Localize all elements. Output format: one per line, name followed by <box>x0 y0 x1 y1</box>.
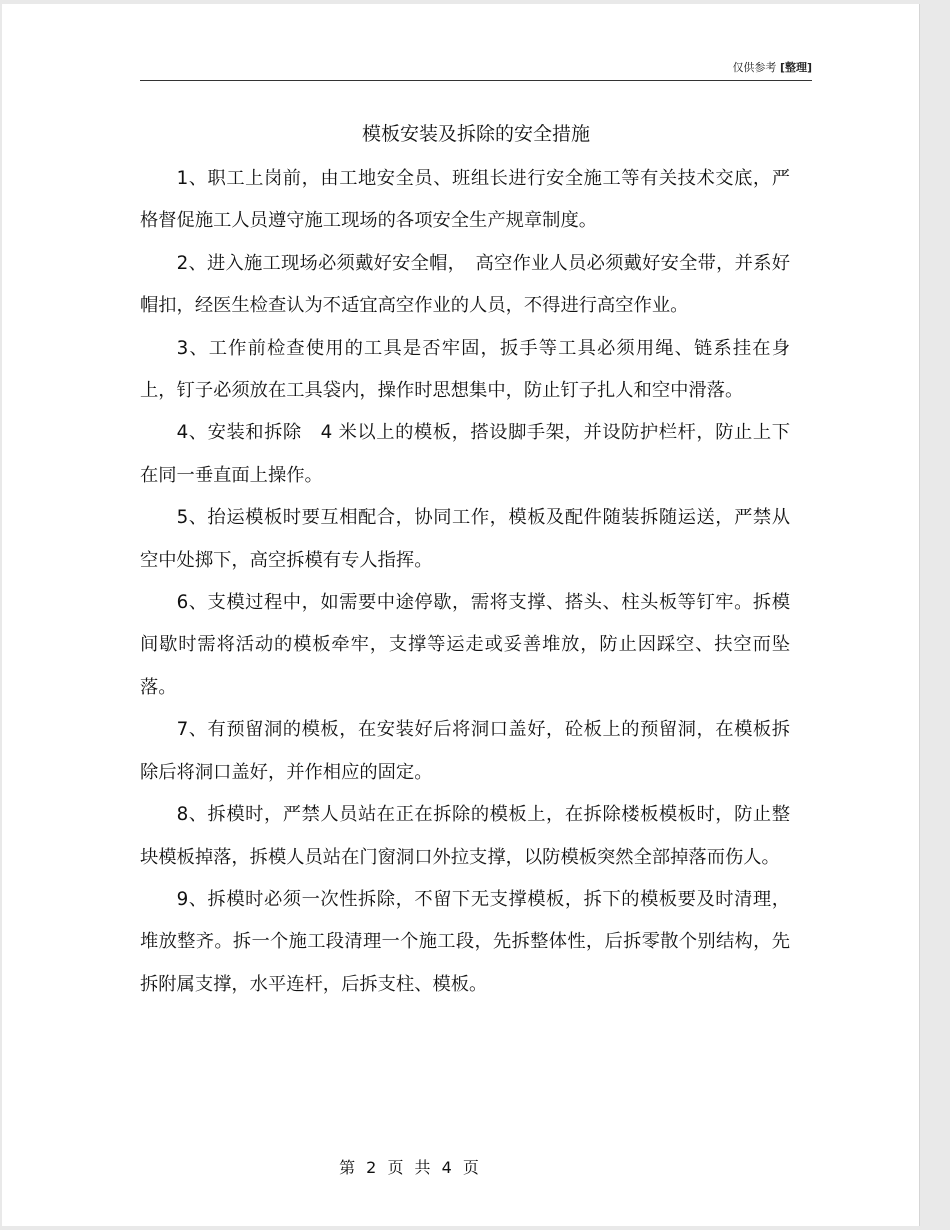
header-note: 仅供参考 <box>732 61 777 74</box>
document-title: 模板安装及拆除的安全措施 <box>361 123 590 145</box>
paragraph-2: 2、进入施工现场必须戴好安全帽， 高空作业人员必须戴好安全带，并系好帽扣，经医生检查认为不适宜高空作业的人员，不得进行高空作业。 <box>140 252 790 317</box>
page-number-footer: 第 2 页 共 4 页 <box>339 1158 479 1177</box>
page-header <box>140 60 812 81</box>
paragraph-9: 9、拆模时必须一次性拆除，不留下无支撑模板，拆下的模板要及时清理，堆放整齐。拆一个施工段清理一个施工段，先拆整体性，后拆零散个别结构，先拆附属支撑，水平连杆，后拆支柱、模板。 <box>140 888 790 995</box>
paragraph-6: 6、支模过程中，如需要中途停歇，需将支撑、搭头、柱头板等钉牢。拆模间歇时需将活动的模板牵牢，支撑等运走或妥善堆放，防止因踩空、扶空而坠落。 <box>140 592 790 698</box>
paragraph-5: 5、抬运模板时要互相配合，协同工作，模板及配件随装拆随运送，严禁从空中处掷下，高空拆模有专人指挥。 <box>140 507 790 571</box>
header-tag: [整理] <box>779 61 812 74</box>
document-page <box>2 4 920 1226</box>
paragraph-3: 3、工作前检查使用的工具是否牢固，扳手等工具必须用绳、链系挂在身上，钉子必须放在工具袋内，操作时思想集中，防止钉子扎人和空中滑落。 <box>140 337 790 402</box>
paragraph-8: 8、拆模时，严禁人员站在正在拆除的模板上，在拆除楼板模板时，防止整块模板掉落，拆模人员站在门窗洞口外拉支撑，以防模板突然全部掉落而伤人。 <box>140 804 790 868</box>
document-body <box>140 158 790 1006</box>
paragraph-7: 7、有预留洞的模板，在安装好后将洞口盖好，砼板上的预留洞，在模板拆除后将洞口盖好，并作相应的固定。 <box>140 719 790 783</box>
paragraph-1: 1、职工上岗前，由工地安全员、班组长进行安全施工等有关技术交底，严格督促施工人员遵守施工现场的各项安全生产规章制度。 <box>140 168 790 232</box>
paragraph-4: 4、安装和拆除 4 米以上的模板，搭设脚手架，并设防护栏杆，防止上下在同一垂直面上操作。 <box>140 422 790 486</box>
